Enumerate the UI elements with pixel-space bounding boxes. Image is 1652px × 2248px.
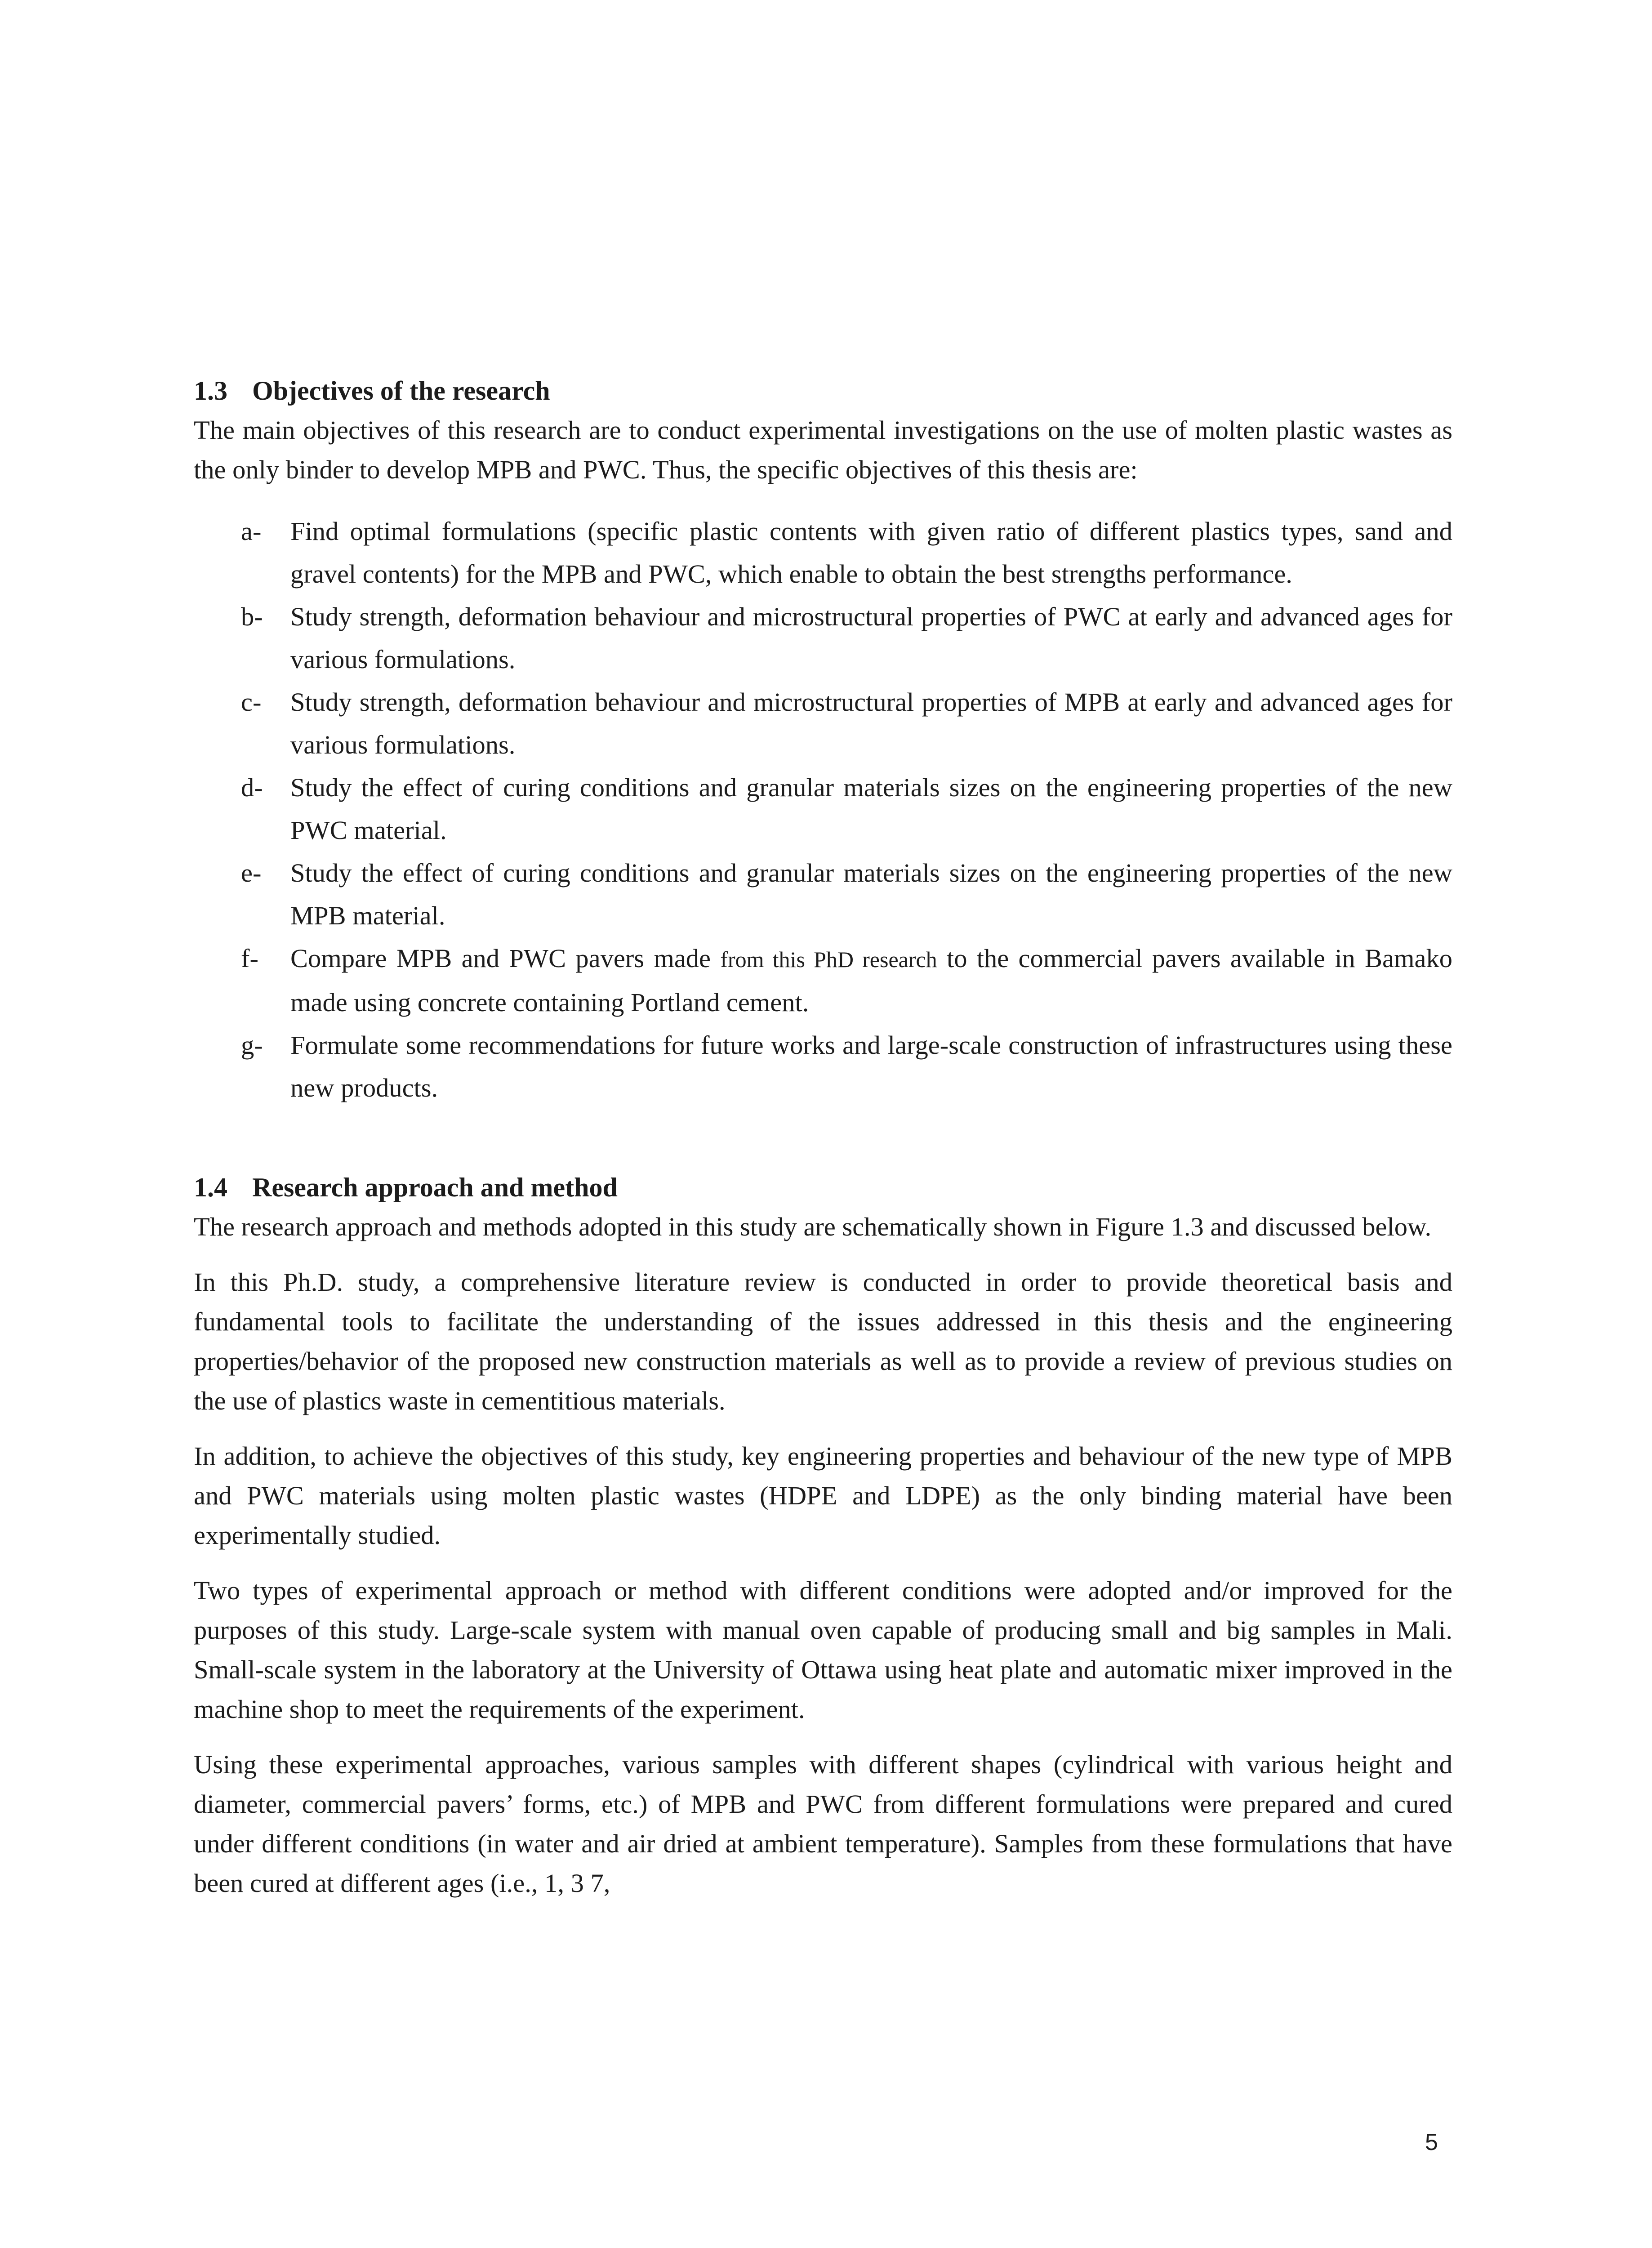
objective-text: Study strength, deformation behaviour and microstructural properties of MPB at early and advanced ages for various formulations.	[290, 687, 1452, 759]
objective-letter: d-	[241, 773, 263, 802]
objective-text: Formulate some recommendations for future works and large-scale construction of infrastructures using these new products.	[290, 1030, 1452, 1102]
objective-item-b	[194, 595, 1452, 681]
objective-item-a	[194, 510, 1452, 595]
objective-letter: a-	[241, 517, 262, 546]
objective-text: Study the effect of curing conditions and granular materials sizes on the engineering properties of the new MPB material.	[290, 858, 1452, 930]
section-spacer	[194, 1109, 1452, 1168]
objectives-intro-paragraph: The main objectives of this research are to conduct experimental investigations on the use of molten plastic wastes as the only binder to develop MPB and PWC. Thus, the specific objectives of this thesis are:	[194, 415, 1452, 484]
objective-item-d	[194, 766, 1452, 852]
section-title: Objectives of the research	[252, 376, 550, 406]
objective-item-e	[194, 852, 1452, 937]
page-number: 5	[1425, 2129, 1438, 2155]
objective-letter: e-	[241, 858, 262, 888]
objective-letter: c-	[241, 687, 262, 717]
objective-letter: g-	[241, 1030, 263, 1060]
objective-letter: b-	[241, 602, 263, 631]
objective-text: Study the effect of curing conditions and granular materials sizes on the engineering properties of the new PWC material.	[290, 773, 1452, 845]
section-number: 1.3	[194, 376, 227, 406]
objective-text-part: Compare MPB and PWC pavers made	[290, 944, 721, 973]
approach-paragraph: Using these experimental approaches, various samples with different shapes (cylindrical with various height and diameter, commercial pavers’ forms, etc.) of MPB and PWC from different formulations were prepared and cured under different conditions (in water and air dried at ambient temperature). Samples from these formulations that have been cured at different ages (i.e., 1, 3 7,	[194, 1750, 1452, 1898]
objective-letter: f-	[241, 944, 258, 973]
objective-text: Study strength, deformation behaviour and microstructural properties of PWC at early and advanced ages for various formulations.	[290, 602, 1452, 674]
section-heading-objectives	[194, 371, 1452, 410]
approach-paragraph: Two types of experimental approach or method with different conditions were adopted and/or improved for the purposes of this study. Large-scale system with manual oven capable of producing small and big samples in Mali. Small-scale system in the laboratory at the University of Ottawa using heat plate and automatic mixer improved in the machine shop to meet the requirements of the experiment.	[194, 1576, 1452, 1724]
section-heading-approach	[194, 1168, 1452, 1207]
objective-text: Find optimal formulations (specific plastic contents with given ratio of different plastics types, sand and gravel contents) for the MPB and PWC, which enable to obtain the best strengths performance.	[290, 517, 1452, 589]
objective-item-f	[194, 937, 1452, 1024]
page-body	[194, 371, 1452, 1919]
objective-text-part: to the commercial pavers available in Bamako made using concrete containing Portland cement.	[290, 944, 1452, 1017]
approach-paragraph: The research approach and methods adopted in this study are schematically shown in Figure 1.3 and discussed below.	[194, 1212, 1432, 1241]
objective-item-g	[194, 1024, 1452, 1109]
objectives-list	[194, 510, 1452, 1109]
section-title: Research approach and method	[252, 1173, 618, 1202]
approach-paragraph: In addition, to achieve the objectives of this study, key engineering properties and behaviour of the new type of MPB and PWC materials using molten plastic wastes (HDPE and LDPE) as the only binding material have been experimentally studied.	[194, 1441, 1452, 1550]
section-number: 1.4	[194, 1173, 227, 1202]
objective-text-small-part: from this PhD research	[720, 947, 937, 972]
approach-paragraph: In this Ph.D. study, a comprehensive literature review is conducted in order to provide theoretical basis and fundamental tools to facilitate the understanding of the issues addressed in this thesis and the engineering properties/behavior of the proposed new construction materials as well as to provide a review of previous studies on the use of plastics waste in cementitious materials.	[194, 1267, 1452, 1415]
objective-item-c	[194, 681, 1452, 766]
